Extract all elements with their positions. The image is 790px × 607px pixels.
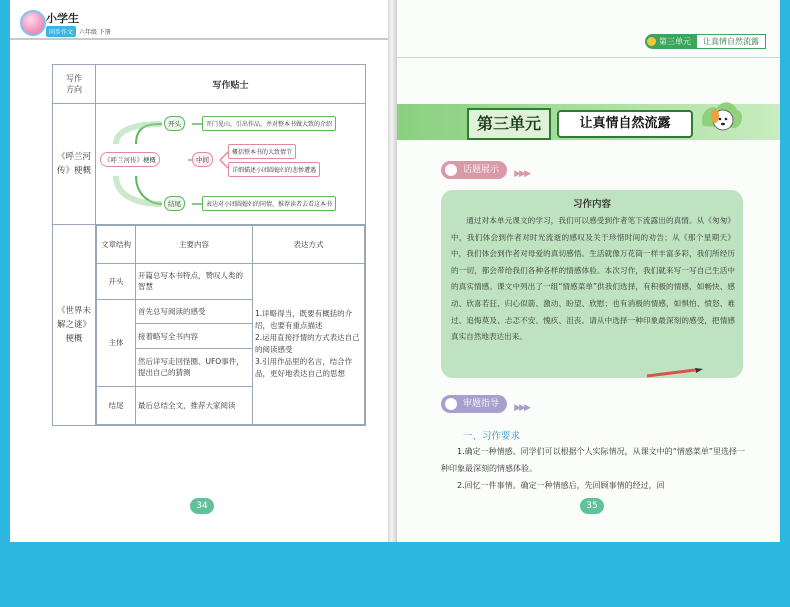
sub-header-structure: 文章结构 xyxy=(97,226,136,264)
left-page xyxy=(10,0,388,542)
right-page xyxy=(397,0,780,542)
content-end: 最后总结全文，推荐大家阅读 xyxy=(136,386,253,424)
brand-title: 小学生 xyxy=(46,12,79,25)
box-text: 通过对本单元课文的学习，我们可以感受到作者笔下流露出的真情。从《匆匆》中，我们体会到作者对时光流逝的感叹及关于珍惜时间的劝告；从《那个星期天》中，我们体会到作者对母爱的真切感悟。生活就像万花筒一样丰富多彩，我们所经历的一切，都会带给我们各种各样的情感体验。本次习作，我们就来写一写自己生活中的真实情感。课文中列出了一组“情感菜单”供我们选择，有积极的情感，如畅快、感动、欣喜若狂、归心似箭、激动、盼望、欣慰；也有消极的情感，如惧怕、愤怒、难过、追悔莫及、忐忑不安、愧疚、沮丧。请从中选择一种印象最深刻的感受，把情感真实自然地表达出来。 xyxy=(451,216,735,342)
mascot-logo-icon xyxy=(20,10,46,36)
header-rule xyxy=(10,38,388,40)
box-title: 习作内容 xyxy=(572,199,611,210)
page-number-right: 35 xyxy=(580,498,604,514)
unit-header-unit: 第三单元 xyxy=(645,34,696,49)
content-body-3: 然后详写走回怪圈、UFO事件，提出自己的猜测 xyxy=(136,348,253,386)
col-header-tips: 写作贴士 xyxy=(96,65,366,104)
content-body-1: 首先总写阅读的感受 xyxy=(136,299,253,324)
mindmap xyxy=(96,104,365,224)
sub-header-expression: 表达方式 xyxy=(253,226,365,264)
topic-label: 话题展示 ▶▶▶ xyxy=(441,161,507,179)
part-body: 主体 xyxy=(97,299,136,386)
section-title: 一、习作要求 xyxy=(463,431,521,442)
expression-3: 3.引用作品里的名言，结合作品，更好地表达自己的思想 xyxy=(255,357,353,378)
series-tag: 同步作文 xyxy=(46,26,76,37)
guide-label: 审题指导 ▶▶▶ xyxy=(441,395,507,413)
expression-list xyxy=(253,264,365,425)
banner-unit-box: 第三单元 xyxy=(467,108,551,140)
branch-end-label: 结尾 xyxy=(164,196,185,211)
content-start: 开篇总写本书特点，赞叹人类的智慧 xyxy=(136,264,253,300)
requirement-1: 1.确定一种情感。同学们可以根据个人实际情况，从课文中的“情感菜单”里选择一种印象最深刻的情感体验。 xyxy=(441,447,745,473)
left-header xyxy=(10,8,388,54)
unit-header-title: 让真情自然流露 xyxy=(696,34,766,49)
branch-middle-note-2: 详细描述小团圆媳妇的悲惨遭遇 xyxy=(228,162,320,177)
row-direction-hulanhe: 《呼兰河传》梗概 xyxy=(53,104,96,225)
structure-table xyxy=(96,225,365,425)
page-number-left: 34 xyxy=(190,498,214,514)
arrow-decor-icon: ▶▶▶ xyxy=(514,403,530,413)
series-line xyxy=(46,26,111,37)
row-direction-mysteries: 《世界未解之谜》梗概 xyxy=(53,225,96,426)
banner-title-box: 让真情自然流露 xyxy=(557,110,693,138)
writing-content-box xyxy=(441,190,743,378)
topic-icon xyxy=(445,164,457,176)
grade-label: 六年级 下册 xyxy=(79,29,111,36)
writing-tips-table xyxy=(52,64,366,426)
mindmap-center: 《呼兰河传》梗概 xyxy=(100,152,160,167)
structure-cell xyxy=(96,225,366,426)
arrow-decor-icon: ▶▶▶ xyxy=(514,169,530,179)
book-gutter xyxy=(388,0,397,542)
expression-2: 2.运用直接抒情的方式表达自己的阅读感受 xyxy=(255,333,360,354)
branch-end-note: 表达对小团圆媳妇的同情，推荐读者去看这本书 xyxy=(202,196,336,211)
mindmap-cell xyxy=(96,104,366,225)
header-rule-right xyxy=(397,57,780,58)
sub-header-content: 主要内容 xyxy=(136,226,253,264)
guide-icon xyxy=(445,398,457,410)
branch-middle-label: 中间 xyxy=(192,152,213,167)
part-start: 开头 xyxy=(97,264,136,300)
part-end: 结尾 xyxy=(97,386,136,424)
sun-icon xyxy=(647,37,656,46)
dog-mascot-icon xyxy=(697,96,745,140)
unit-header-tag xyxy=(645,34,766,49)
content-body-2: 接着略写全书内容 xyxy=(136,324,253,349)
expression-1: 1.详略得当，既要有概括的介绍，也要有重点描述 xyxy=(255,309,353,330)
branch-start-note: 开门见山，引出作品，并对整本书做大致的介绍 xyxy=(202,116,336,131)
branch-start-label: 开头 xyxy=(164,116,185,131)
col-header-direction: 写作 方向 xyxy=(53,65,96,104)
pencil-icon xyxy=(645,368,705,378)
requirement-2: 2.回忆一件事情。确定一种情感后，先回顾事情的经过，回 xyxy=(457,481,665,490)
branch-middle-note-1: 概括整本书的大致情节 xyxy=(228,144,296,159)
